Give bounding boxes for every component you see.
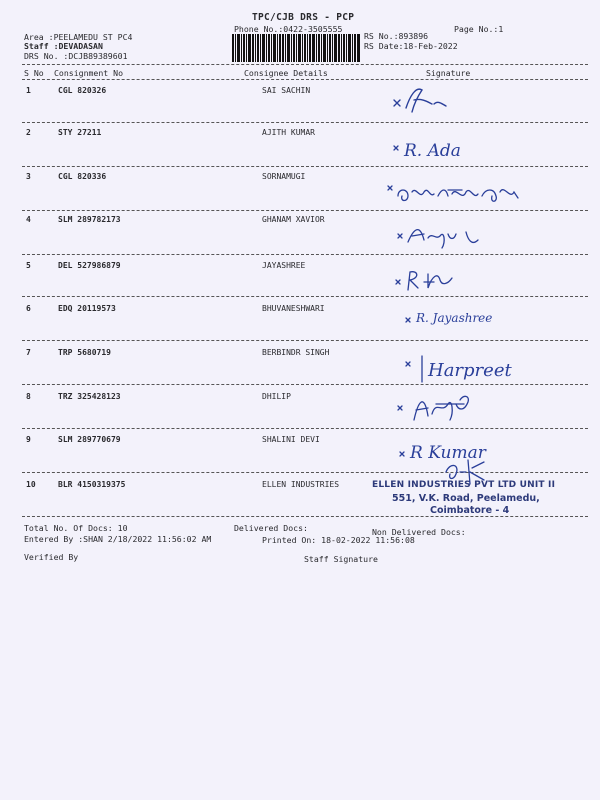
signature-7 (404, 348, 564, 392)
row-consignee: SORNAMUGI (262, 172, 306, 181)
col-consignee: Consignee Details (244, 68, 328, 78)
delivered-docs: Delivered Docs: (234, 523, 308, 533)
row-consignment: DEL 527986879 (58, 261, 121, 270)
row-sno: 1 (26, 86, 31, 95)
row-consignment: TRZ 325428123 (58, 392, 121, 401)
divider (22, 122, 588, 123)
divider (22, 79, 588, 80)
signature-2 (392, 136, 512, 170)
stamp-line-3: Coimbatore - 4 (430, 505, 510, 516)
row-consignee: DHILIP (262, 392, 291, 401)
row-consignee: ELLEN INDUSTRIES (262, 480, 340, 489)
rs-number: RS No.:893896 (364, 31, 429, 41)
row-sno: 9 (26, 435, 31, 444)
row-consignee: SHALINI DEVI (262, 435, 320, 444)
row-consignment: EDQ 20119573 (58, 304, 116, 313)
signature-1 (392, 82, 472, 120)
barcode (232, 34, 360, 62)
row-consignee: BHUVANESHWARI (262, 304, 325, 313)
col-consignment: Consignment No (54, 68, 124, 78)
divider (22, 340, 588, 341)
signature-2-text: R. Ada (404, 141, 461, 161)
row-sno: 2 (26, 128, 31, 137)
row-sno: 3 (26, 172, 31, 181)
non-delivered-docs: Non Delivered Docs: (372, 527, 466, 537)
row-sno: 10 (26, 480, 36, 489)
signature-6 (404, 302, 554, 336)
drs-number: DRS No. :DCJB89389601 (24, 51, 128, 61)
divider (22, 64, 588, 65)
signature-4 (396, 220, 496, 254)
stamp-line-2: 551, V.K. Road, Peelamedu, (392, 493, 540, 504)
row-consignment: STY 27211 (58, 128, 102, 137)
divider (22, 516, 588, 517)
row-consignment: SLM 289782173 (58, 215, 121, 224)
stamp-line-1: ELLEN INDUSTRIES PVT LTD UNIT II (372, 480, 556, 490)
row-consignment: BLR 4150319375 (58, 480, 126, 489)
document-title: TPC/CJB DRS - PCP (252, 12, 355, 23)
row-consignee: GHANAM XAVIOR (262, 215, 325, 224)
row-consignee: SAI SACHIN (262, 86, 311, 95)
row-sno: 4 (26, 215, 31, 224)
rs-date: RS Date:18-Feb-2022 (364, 41, 458, 51)
staff-label: Staff :DEVADASAN (24, 41, 103, 51)
phone-number: Phone No.:0422-3505555 (234, 24, 343, 34)
signature-7-text: Harpreet (428, 360, 512, 381)
signature-5 (394, 264, 494, 298)
signature-8 (396, 390, 506, 430)
row-sno: 8 (26, 392, 31, 401)
row-consignee: JAYASHREE (262, 261, 306, 270)
row-consignee: BERBINDR SINGH (262, 348, 330, 357)
row-sno: 6 (26, 304, 31, 313)
row-consignment: CGL 820326 (58, 86, 107, 95)
col-signature: Signature (426, 68, 471, 78)
verified-by: Verified By (24, 552, 79, 562)
signature-9-text: R Kumar (410, 443, 486, 463)
divider (22, 254, 588, 255)
row-sno: 5 (26, 261, 31, 270)
divider (22, 296, 588, 297)
row-consignment: CGL 820336 (58, 172, 107, 181)
printed-on: Printed On: 18-02-2022 11:56:08 (262, 535, 415, 545)
signature-6-text: R. Jayashree (416, 311, 493, 325)
row-consignment: TRP 5680719 (58, 348, 111, 357)
row-consignee: AJITH KUMAR (262, 128, 315, 137)
area-label: Area :PEELAMEDU ST PC4 (24, 32, 133, 42)
row-sno: 7 (26, 348, 31, 357)
entered-by: Entered By :SHAN 2/18/2022 11:56:02 AM (24, 534, 212, 544)
page-number: Page No.:1 (454, 24, 504, 34)
col-sno: S No (24, 68, 44, 78)
staff-signature: Staff Signature (304, 554, 378, 564)
divider (22, 472, 588, 473)
signature-3 (386, 178, 546, 212)
total-docs: Total No. Of Docs: 10 (24, 523, 128, 533)
row-consignment: SLM 289770679 (58, 435, 121, 444)
